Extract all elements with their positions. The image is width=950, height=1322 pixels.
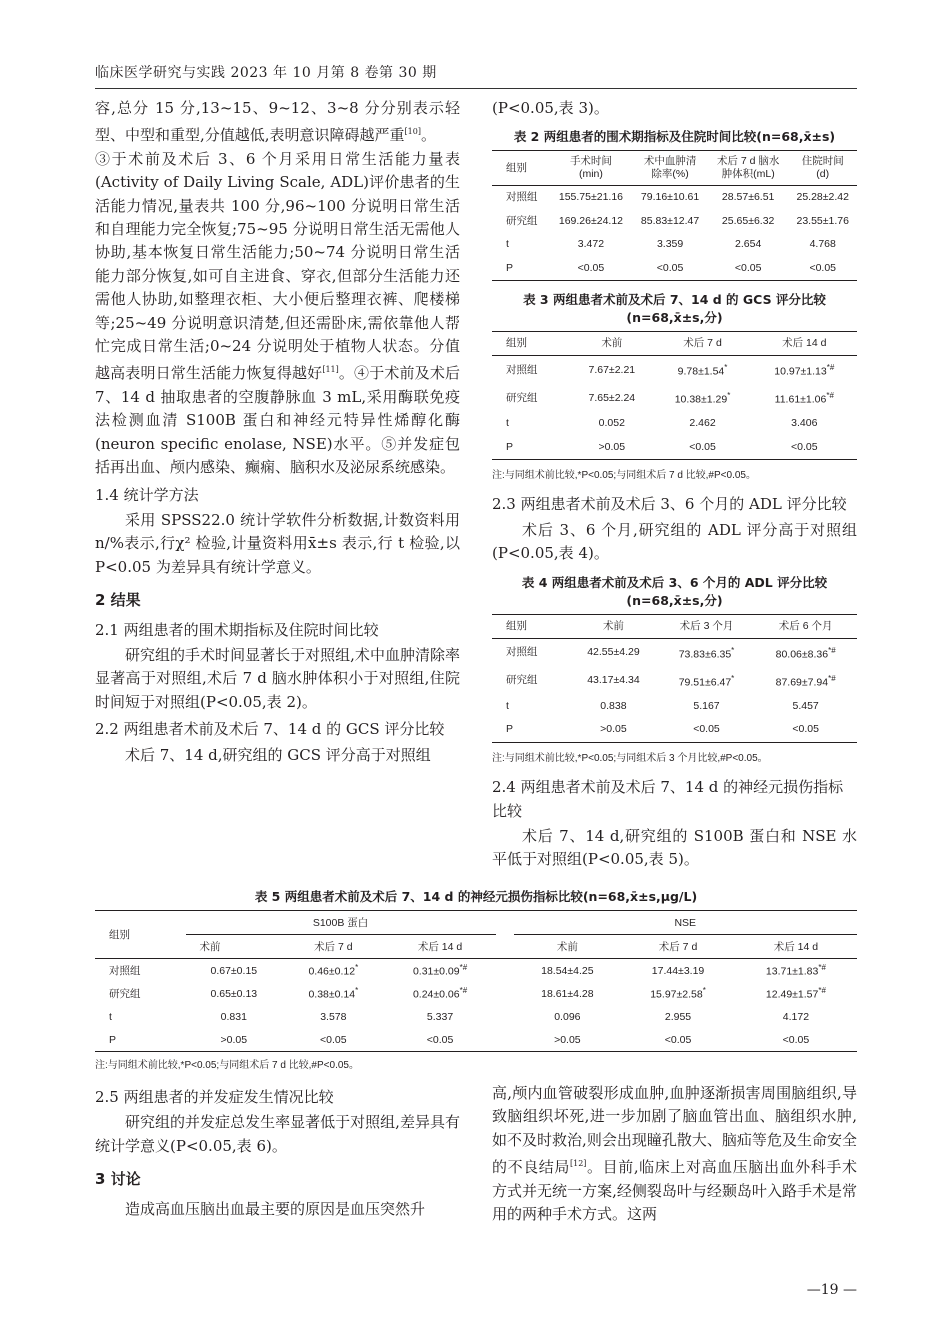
- table-row: 研究组 7.65±2.24 10.38±1.29* 11.61±1.06*#: [506, 391, 834, 406]
- table-header: 术后 14 d: [385, 935, 496, 959]
- table-header: 组别: [492, 151, 550, 186]
- table-row: t 0.831 3.578 5.337 0.096 2.955 4.172: [109, 1010, 810, 1023]
- table-header: 术后 7 d: [621, 935, 735, 959]
- section-heading-2-4: 2.4 两组患者术前及术后 7、14 d 的神经元损伤指标比较: [492, 778, 844, 820]
- page-number: —19 —: [806, 1282, 857, 1298]
- table-header: 术后 6 个月: [754, 614, 857, 638]
- table-row: P >0.05 <0.05 <0.05: [492, 436, 857, 460]
- table-header: 术前: [568, 614, 659, 638]
- running-header: 临床医学研究与实践 2023 年 10 月第 8 卷第 30 期: [95, 65, 437, 81]
- significance-marker: *: [702, 986, 706, 996]
- significance-marker: *#: [818, 963, 826, 973]
- significance-marker: *#: [459, 963, 468, 973]
- section-heading-2-3: 2.3 两组患者术前及术后 3、6 个月的 ADL 评分比较: [492, 495, 847, 514]
- table-note: 注:与同组术前比较,*P<0.05;与同组术后 7 d 比较,#P<0.05。: [95, 1060, 359, 1071]
- table-row: 研究组 0.65±0.13 0.38±0.14* 0.24±0.06*# 18.61±4.28 15.97±2.58* 12.49±1.57*#: [109, 986, 826, 1001]
- section-heading-2-1: 2.1 两组患者的围术期指标及住院时间比较: [95, 620, 379, 639]
- significance-marker: *#: [818, 986, 826, 996]
- bottom-right-column: [492, 1082, 857, 1226]
- table-header: 术前: [186, 935, 283, 959]
- table-header: 组别: [492, 614, 568, 638]
- table-header: 术前: [570, 332, 653, 356]
- table-header: 术后 3 个月: [659, 614, 755, 638]
- section-heading-1-4: 1.4 统计学方法: [95, 485, 199, 504]
- left-column: [95, 97, 460, 767]
- table-row: P >0.05 <0.05 <0.05 >0.05 <0.05 <0.05: [95, 1028, 857, 1052]
- table5-caption: 表 5 两组患者术前及术后 7、14 d 的神经元损伤指标比较(n=68,x̄±s,μg/L): [254, 889, 698, 904]
- table-header: 术后 14 d: [735, 935, 857, 959]
- paragraph: 采用 SPSS22.0 统计学软件分析数据,计数资料用 n/%表示,行χ² 检验,计量资料用x̄±s 表示,行 t 检验,以 P<0.05 为差异具有统计学意义。: [95, 510, 460, 576]
- table4-caption: 表 4 两组患者术前及术后 3、6 个月的 ADL 评分比较 (n=68,x̄±s,分): [521, 574, 828, 608]
- table5: [95, 910, 857, 1052]
- table-header: 组别: [492, 332, 570, 356]
- paragraph: 术后 3、6 个月,研究组的 ADL 评分高于对照组(P<0.05,表 4)。: [492, 520, 857, 563]
- table-header: 术后 7 d 脑水 肿体积(mL): [708, 151, 789, 186]
- significance-marker: *#: [828, 674, 836, 683]
- paragraph: 术后 7、14 d,研究组的 GCS 评分高于对照组: [125, 745, 431, 764]
- table2: [492, 150, 857, 281]
- table3-caption: 表 3 两组患者术前及术后 7、14 d 的 GCS 评分比较 (n=68,x̄±s,分): [523, 292, 826, 326]
- significance-marker: *: [355, 963, 359, 973]
- section-heading-2-5: 2.5 两组患者的并发症发生情况比较: [95, 1088, 334, 1106]
- right-column: [492, 97, 857, 872]
- table5-block: [95, 880, 857, 1077]
- significance-marker: *: [727, 391, 731, 401]
- bottom-left-column: [95, 1082, 460, 1221]
- paragraph: 高,颅内血管破裂形成血肿,血肿逐渐损害周围脑组织,导致脑组织坏死,进一步加剧了脑血管出血、脑组织水肿,如不及时救治,则会出现瞳孔散大、脑疝等危及生命安全的不良结局[12]。目前,临床上对高血压脑出血外科手术方式并无统一方案,经侧裂岛叶与经颞岛叶入路手术是常用的两种手术方式。这两: [492, 1084, 857, 1224]
- paragraph: 容,总分 15 分,13~15、9~12、3~8 分分别表示轻型、中型和重型,分值越低,表明意识障碍越严重[10]。: [95, 99, 460, 145]
- table-header: NSE: [514, 911, 857, 935]
- section-heading-3: 3 讨论: [95, 1170, 141, 1189]
- table-note: 注:与同组术前比较,*P<0.05;与同组术后 7 d 比较,#P<0.05。: [492, 470, 756, 482]
- significance-marker: *: [731, 674, 735, 683]
- table-row: P <0.05 <0.05 <0.05 <0.05: [492, 257, 857, 281]
- table-row: t 3.472 3.359 2.654 4.768: [506, 238, 836, 251]
- significance-marker: *: [724, 363, 728, 373]
- table-row: 对照组 42.55±4.29 73.83±6.35* 80.06±8.36*#: [506, 646, 836, 661]
- significance-marker: *: [355, 986, 359, 996]
- table-header: 术后 7 d: [653, 332, 751, 356]
- table-row: P >0.05 <0.05 <0.05: [492, 718, 857, 742]
- section-heading-2: 2 结果: [95, 591, 141, 610]
- table-header: 术前: [514, 935, 622, 959]
- section-heading-2-2: 2.2 两组患者术前及术后 7、14 d 的 GCS 评分比较: [95, 720, 445, 739]
- table3: [492, 331, 857, 460]
- significance-marker: *#: [828, 646, 836, 656]
- paragraph: 造成高血压脑出血最主要的原因是血压突然升: [125, 1199, 426, 1218]
- table-row: t 0.052 2.462 3.406: [506, 417, 818, 430]
- table-row: 研究组 169.26±24.12 85.83±12.47 25.65±6.32 23.55±1.76: [506, 214, 849, 227]
- table4: [492, 614, 857, 743]
- table-header: S100B 蛋白: [186, 911, 496, 935]
- significance-marker: *#: [826, 391, 834, 401]
- table-header: 手术时间 (min): [550, 151, 633, 186]
- paragraph: ③于术前及术后 3、6 个月采用日常生活能力量表(Activity of Daily Living Scale, ADL)评价患者的生活能力情况,量表共 100 分,96~100 分说明日常生活和自理能力完全恢复;75~95 分说明日常生活无需他人协助,基本恢复日常生活能力;50~74 分说明日常生活能力部分恢复,如可自主进食、穿衣,但部分生活能力还需他人协助,如整理衣柜、大小便后整理衣裤、爬楼梯等;25~49 分说明意识清楚,但还需卧床,需依靠他人帮忙完成日常生活;0~24 分说明处于植物人状态。分值越高表明日常生活能力恢复得越好[11]。④于术前及术后 7、14 d 抽取患者的空腹静脉血 3 mL,采用酶联免疫法检测血清 S100B 蛋白和神经元特异性烯醇化酶(neuron specific enolase, NSE)水平。⑤并发症包括再出血、颅内感染、癫痫、脑积水及泌尿系统感染。: [95, 149, 460, 477]
- header-rule: [95, 88, 857, 89]
- table-header: 术后 14 d: [752, 332, 857, 356]
- table-header: 组别: [95, 911, 186, 959]
- table-row: t 0.838 5.167 5.457: [506, 699, 819, 712]
- paragraph: (P<0.05,表 3)。: [492, 99, 609, 117]
- table-header: 术中血肿清 除率(%): [632, 151, 708, 186]
- significance-marker: *: [731, 646, 735, 656]
- significance-marker: *#: [459, 986, 468, 996]
- significance-marker: *#: [826, 363, 835, 373]
- paragraph: 研究组的手术时间显著长于对照组,术中血肿清除率显著高于对照组,术后 7 d 脑水肿体积小于对照组,住院时间短于对照组(P<0.05,表 2)。: [95, 645, 460, 711]
- table-row: 对照组 0.67±0.15 0.46±0.12* 0.31±0.09*# 18.54±4.25 17.44±3.19 13.71±1.83*#: [109, 963, 826, 978]
- table-header: 住院时间 (d): [788, 151, 857, 186]
- table-row: 研究组 43.17±4.34 79.51±6.47* 87.69±7.94*#: [506, 674, 836, 689]
- table-row: 对照组 7.67±2.21 9.78±1.54* 10.97±1.13*#: [506, 363, 835, 378]
- table-header: 术后 7 d: [282, 935, 385, 959]
- paragraph: 术后 7、14 d,研究组的 S100B 蛋白和 NSE 水平低于对照组(P<0.05,表 5)。: [492, 826, 857, 869]
- table-row: 对照组 155.75±21.16 79.16±10.61 28.57±6.51 25.28±2.42: [506, 191, 849, 204]
- paragraph: 研究组的并发症总发生率显著低于对照组,差异具有统计学意义(P<0.05,表 6)。: [95, 1113, 460, 1155]
- table-note: 注:与同组术前比较,*P<0.05;与同组术后 3 个月比较,#P<0.05。: [492, 752, 768, 764]
- table2-caption: 表 2 两组患者的围术期指标及住院时间比较(n=68,x̄±s): [513, 129, 836, 145]
